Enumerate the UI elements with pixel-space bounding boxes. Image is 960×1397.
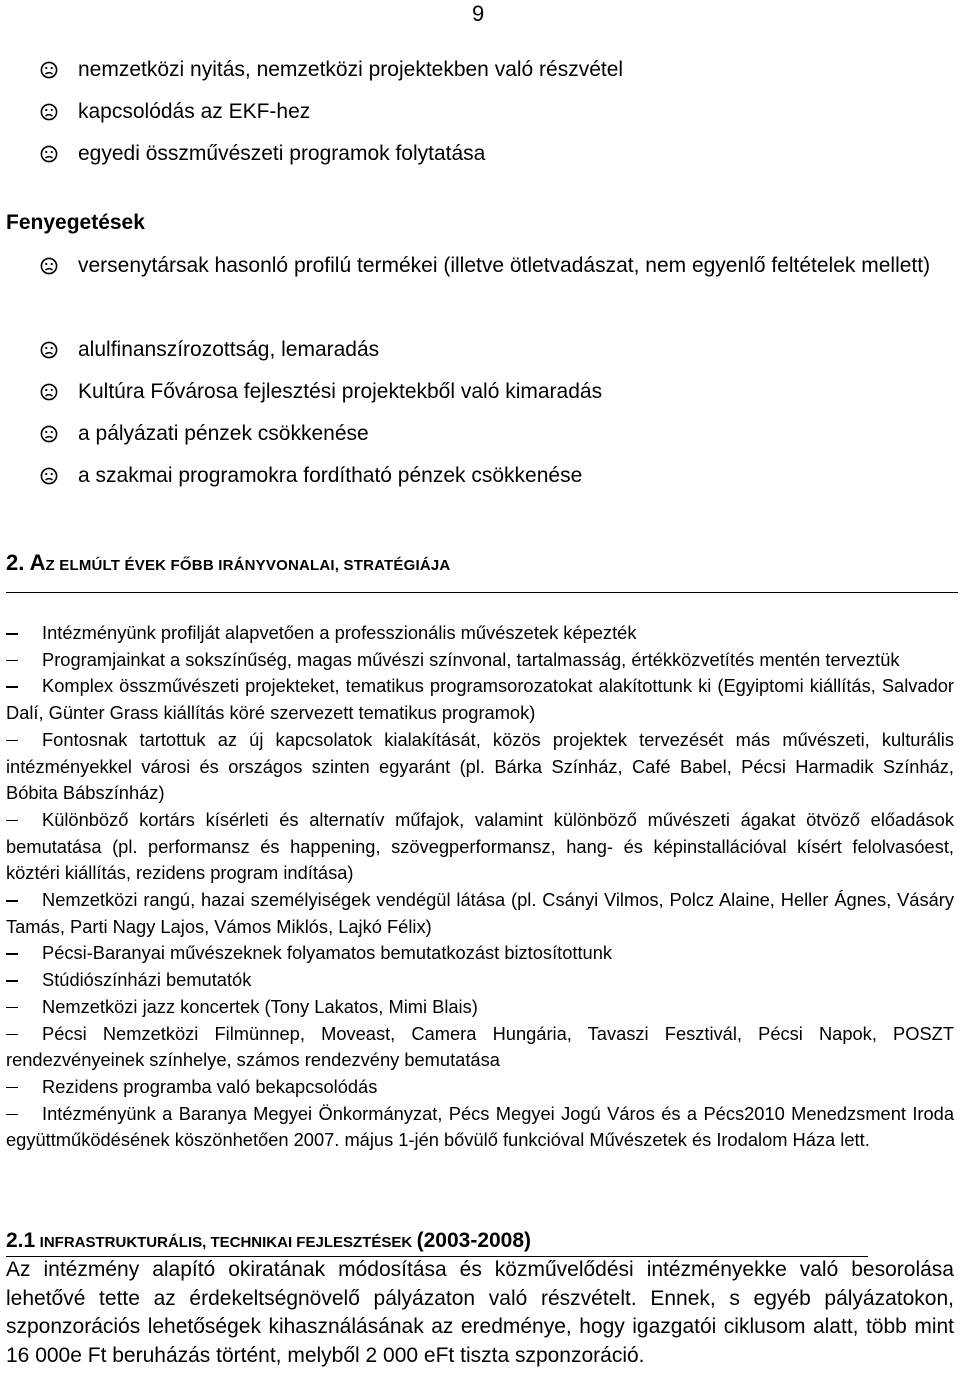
list-item-text: a pályázati pénzek csökkenése <box>78 422 369 445</box>
list-item <box>6 673 954 726</box>
list-item-text: egyedi összművészeti programok folytatása <box>78 142 486 165</box>
section-heading <box>6 548 958 593</box>
directions-list <box>6 620 954 1154</box>
list-item <box>6 807 954 887</box>
list-item-text: a szakmai programokra fordítható pénzek csökkenése <box>78 464 583 487</box>
list-item <box>6 620 954 647</box>
list-item-text: Intézményünk profilját alapvetően a professzionális művészetek képezték <box>42 622 637 643</box>
list-item-text: Pécsi-Baranyai művészeknek folyamatos bemutatkozást biztosítottunk <box>42 942 613 964</box>
dash-bullet-icon <box>6 980 18 982</box>
sad-face-icon <box>40 383 58 401</box>
list-item <box>6 1074 954 1101</box>
section-title: Z ELMÚLT ÉVEK FŐBB IRÁNYVONALAI, STRATÉGIÁJA <box>45 557 451 574</box>
dash-bullet-icon <box>6 1114 18 1116</box>
dash-bullet-icon <box>6 1087 18 1089</box>
list-item-text: Nemzetközi jazz koncertek (Tony Lakatos, Mimi Blais) <box>42 995 478 1017</box>
list-item-text: Pécsi Nemzetközi Filmünnep, Moveast, Camera Hungária, Tavaszi Fesztivál, Pécsi Napok, POSZT rendezvényeinek színhelye, számos rendezvény bemutatása <box>6 1022 954 1071</box>
list-item <box>6 940 954 967</box>
dash-bullet-icon <box>6 740 18 742</box>
list-item <box>6 967 954 994</box>
list-item <box>6 1101 954 1154</box>
dash-bullet-icon <box>6 686 18 688</box>
list-item-text: Stúdiószínházi bemutatók <box>42 969 252 991</box>
sad-face-icon <box>40 145 58 163</box>
list-item-text: alulfinanszírozottság, lemaradás <box>78 338 380 361</box>
list-item-text: versenytársak hasonló profilú termékei (illetve ötletvadászat, nem egyenlő feltételek mellett) <box>78 254 931 277</box>
subsection-years: (2003-2008) <box>416 1229 532 1252</box>
list-item-text: Nemzetközi rangú, hazai személyiségek vendégül látása (pl. Csányi Vilmos, Polcz Alaine, Heller Ágnes, Vásáry Tamás, Parti Nagy Lajos, Vámos Miklós, Lajkó Félix) <box>6 889 954 937</box>
sad-face-icon <box>40 467 58 485</box>
sad-face-icon <box>40 257 58 275</box>
dash-bullet-icon <box>6 900 18 902</box>
dash-bullet-icon <box>6 633 18 635</box>
sad-face-icon <box>40 425 58 443</box>
dash-bullet-icon <box>6 1007 18 1009</box>
list-item <box>6 647 954 674</box>
dash-bullet-icon <box>6 953 18 955</box>
list-item-text: Kultúra Fővárosa fejlesztési projektekből való kimaradás <box>78 380 603 403</box>
page-number: 9 <box>472 1 485 26</box>
dash-bullet-icon <box>6 820 18 822</box>
subsection-heading <box>6 1226 868 1257</box>
sad-face-icon <box>40 103 58 121</box>
list-item-text: kapcsolódás az EKF-hez <box>78 100 311 123</box>
dash-bullet-icon <box>6 660 18 662</box>
sad-face-icon <box>40 61 58 79</box>
list-item-text: Rezidens programba való bekapcsolódás <box>42 1075 378 1097</box>
list-item-text: Programjainkat a sokszínűség, magas művészi színvonal, tartalmasság, értékközvetítés mentén terveztük <box>42 648 900 670</box>
list-item-text: Intézményünk a Baranya Megyei Önkormányzat, Pécs Megyei Jogú Város és a Pécs2010 Menedzsment Iroda együttműködésének köszönhetően 2007. május 1-jén bővülő funkcióval Művészetek és Irodalom Háza lett. <box>6 1102 954 1151</box>
threats-heading: Fenyegetések <box>6 211 145 234</box>
list-item <box>6 994 954 1021</box>
list-item-text: nemzetközi nyitás, nemzetközi projektekben való részvétel <box>78 58 624 81</box>
list-item <box>6 887 954 940</box>
list-item <box>6 727 954 807</box>
list-item <box>6 1021 954 1074</box>
subsection-number: 2.1 <box>6 1229 36 1252</box>
dash-bullet-icon <box>6 1034 18 1036</box>
list-item-text: Különböző kortárs kísérleti és alternatív műfajok, valamint különböző művészeti ágakat ötvöző előadások bemutatása (pl. performansz és happening, szövegperformansz, hang- és képinstallációval kísért felolvasóest, köztéri kiállítás, rezidens program indítása) <box>6 808 954 884</box>
section-number: 2. A <box>6 550 46 575</box>
list-item-text: Fontosnak tartottuk az új kapcsolatok kialakítását, közös projektek tervezését más művészeti, kulturális intézményekkel városi és országos szinten egyaránt (pl. Bárka Színház, Café Babel, Pécsi Harmadik Színház, Bóbita Bábszínház) <box>6 728 954 804</box>
sad-face-icon <box>40 341 58 359</box>
subsection-title: INFRASTRUKTURÁLIS, TECHNIKAI FEJLESZTÉSEK <box>39 1234 413 1251</box>
list-item-text: Komplex összművészeti projekteket, tematikus programsorozatokat alakítottunk ki (Egyiptomi kiállítás, Salvador Dalí, Günter Grass kiállítás köré szervezett tematikus programok) <box>6 675 954 724</box>
body-paragraph: Az intézmény alapító okiratának módosítása és közművelődési intézményekke való besorolása lehetővé tette az érdekeltségnövelő pályázaton való részvételt. Ennek, s egyéb pályázatokon, szponzorációs lehetőségek kihasználásának az eredménye, hogy igazgatói ciklusom alatt, több mint 16 000e Ft beruházás történt, melyből 2 000 eFt tiszta szponzoráció. <box>6 1258 954 1367</box>
